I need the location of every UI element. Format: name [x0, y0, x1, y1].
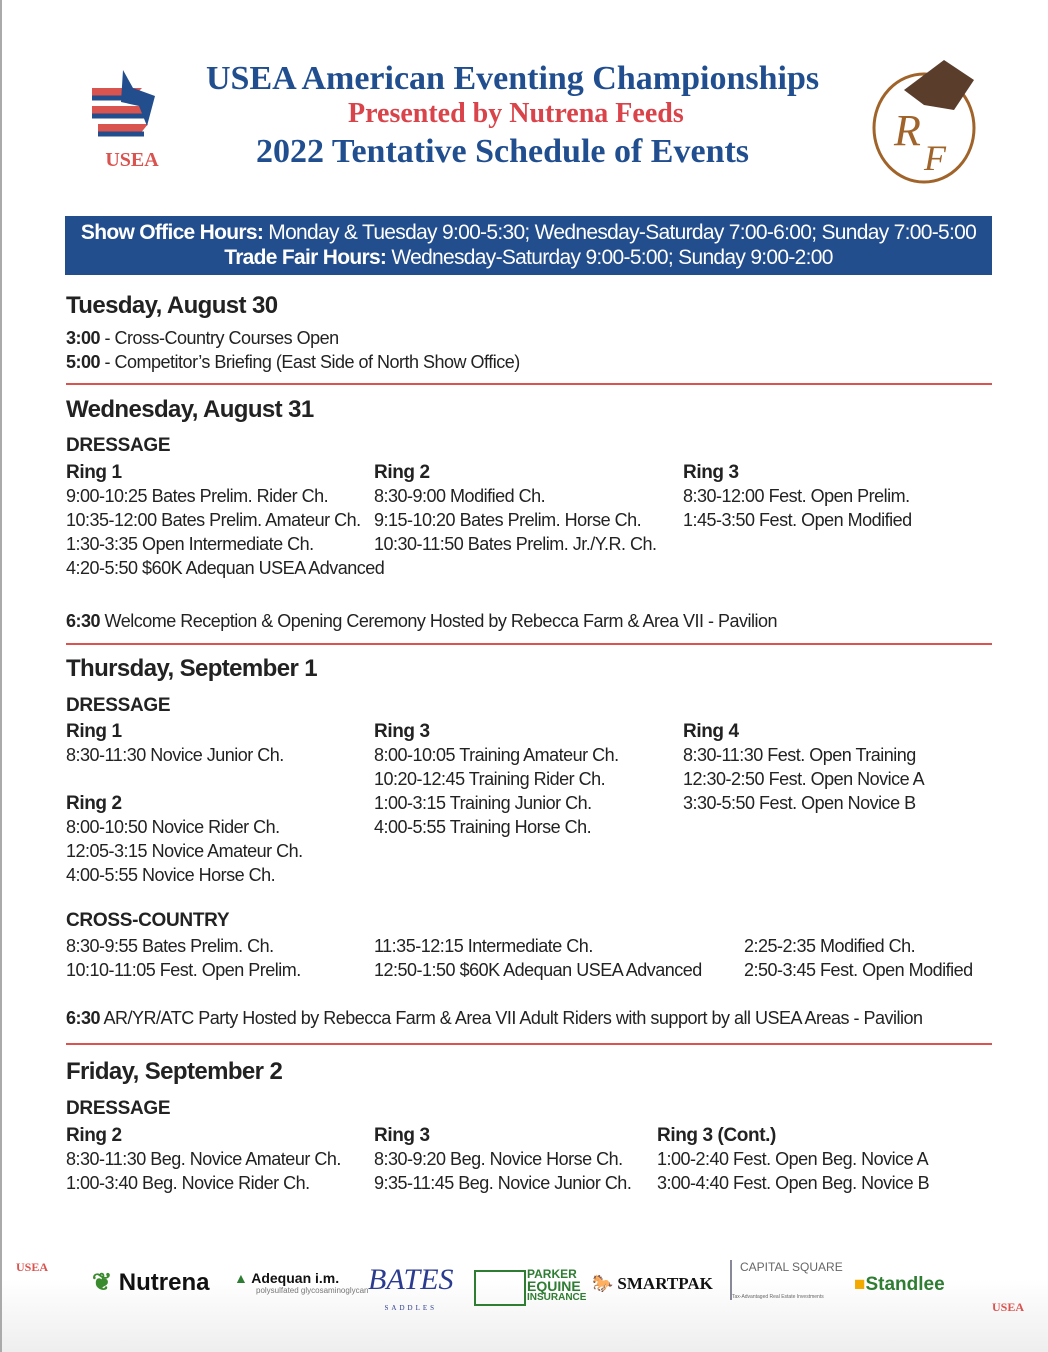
- category-dressage: DRESSAGE: [66, 435, 171, 456]
- office-hours-text: Monday & Tuesday 9:00-5:30; Wednesday-Saturday 7:00-6:00; Sunday 7:00-5:00: [263, 221, 977, 244]
- ring-column: Ring 2 8:30-11:30 Beg. Novice Amateur Ch. 1:00-3:40 Beg. Novice Rider Ch.: [66, 1125, 341, 1193]
- rebecca-farm-logo: [864, 50, 990, 186]
- smartpak-logo: 🐎 SMARTPAK: [592, 1274, 713, 1293]
- svg-text:USEA: USEA: [105, 149, 159, 171]
- schedule-item: 3:00 - Cross-Country Courses Open: [66, 328, 339, 348]
- trade-fair-label: Trade Fair Hours:: [224, 246, 387, 269]
- xc-column: 8:30-9:55 Bates Prelim. Ch. 10:10-11:05 Fest. Open Prelim.: [66, 936, 301, 980]
- standlee-logo: ■Standlee: [854, 1274, 945, 1295]
- ring-column: Ring 1 9:00-10:25 Bates Prelim. Rider Ch. 10:35-12:00 Bates Prelim. Amateur Ch. 1:30-3:35 Open Intermediate Ch. 4:20-5:50 $60K Adequan USEA Advanced: [66, 462, 385, 578]
- office-hours-label: Show Office Hours:: [80, 221, 264, 244]
- nutrena-logo: ❦ Nutrena: [92, 1269, 210, 1296]
- xc-column: 11:35-12:15 Intermediate Ch. 12:50-1:50 $60K Adequan USEA Advanced: [374, 936, 702, 980]
- divider: [66, 383, 992, 385]
- xc-column: 2:25-2:35 Modified Ch. 2:50-3:45 Fest. Open Modified: [744, 936, 973, 980]
- svg-text:R: R: [894, 106, 921, 155]
- hours-banner: [65, 216, 992, 275]
- evening-event: 6:30 AR/YR/ATC Party Hosted by Rebecca Farm & Area VII Adult Riders with support by all USEA Areas - Pavilion: [66, 1008, 923, 1028]
- ring-column: Ring 4 8:30-11:30 Fest. Open Training 12:30-2:50 Fest. Open Novice A 3:30-5:50 Fest. Open Novice B: [683, 721, 925, 813]
- presented-by: Presented by Nutrena Feeds: [348, 98, 684, 129]
- event-title: USEA American Eventing Championships: [206, 60, 820, 97]
- capital-square-logo: CAPITAL SQUARE Tax-Advantaged Real Estate Investments: [732, 1260, 843, 1300]
- bates-logo: BATES SADDLES: [368, 1263, 454, 1312]
- day-heading-tuesday: Tuesday, August 30: [66, 292, 278, 319]
- category-cross-country: CROSS-COUNTRY: [66, 910, 230, 931]
- schedule-title: 2022 Tentative Schedule of Events: [256, 133, 750, 170]
- ring-column: Ring 2 8:30-9:00 Modified Ch. 9:15-10:20 Bates Prelim. Horse Ch. 10:30-11:50 Bates Prelim. Jr./Y.R. Ch.: [374, 462, 657, 554]
- ring-column: Ring 3 8:30-9:20 Beg. Novice Horse Ch. 9:35-11:45 Beg. Novice Junior Ch.: [374, 1125, 632, 1193]
- category-dressage: DRESSAGE: [66, 695, 171, 716]
- ring-column: Ring 3 (Cont.) 1:00-2:40 Fest. Open Beg. Novice A 3:00-4:40 Fest. Open Beg. Novice B: [657, 1125, 930, 1193]
- usea-logo-small: USEA: [992, 1300, 1025, 1314]
- evening-event: 6:30 Welcome Reception & Opening Ceremony Hosted by Rebecca Farm & Area VII - Pavilion: [66, 611, 778, 631]
- usea-logo-small: USEA: [16, 1260, 49, 1274]
- divider: [66, 643, 992, 645]
- parker-equine-logo: [474, 1270, 526, 1306]
- divider: [66, 1043, 992, 1045]
- svg-text:F: F: [924, 138, 946, 178]
- ring-column: Ring 1 8:30-11:30 Novice Junior Ch.: [66, 721, 284, 765]
- adequan-logo: ▲ Adequan i.m. polysulfated glycosaminoglycan: [234, 1270, 369, 1295]
- parker-equine-text: PARKER EQUINE INSURANCE: [527, 1267, 587, 1303]
- ring-column: Ring 3 8:30-12:00 Fest. Open Prelim. 1:45-3:50 Fest. Open Modified: [683, 462, 912, 530]
- ring-column: Ring 2 8:00-10:50 Novice Rider Ch. 12:05-3:15 Novice Amateur Ch. 4:00-5:55 Novice Horse Ch.: [66, 793, 303, 885]
- ring-column: Ring 3 8:00-10:05 Training Amateur Ch. 10:20-12:45 Training Rider Ch. 1:00-3:15 Training Junior Ch. 4:00-5:55 Training Horse Ch.: [374, 721, 619, 837]
- day-heading-thursday: Thursday, September 1: [66, 655, 318, 682]
- day-heading-wednesday: Wednesday, August 31: [66, 396, 314, 423]
- usea-aec-logo: [68, 48, 200, 180]
- category-dressage: DRESSAGE: [66, 1098, 171, 1119]
- schedule-item: 5:00 - Competitor’s Briefing (East Side of North Show Office): [66, 352, 520, 372]
- day-heading-friday: Friday, September 2: [66, 1058, 283, 1085]
- trade-fair-text: Wednesday-Saturday 9:00-5:00; Sunday 9:00-2:00: [386, 246, 833, 269]
